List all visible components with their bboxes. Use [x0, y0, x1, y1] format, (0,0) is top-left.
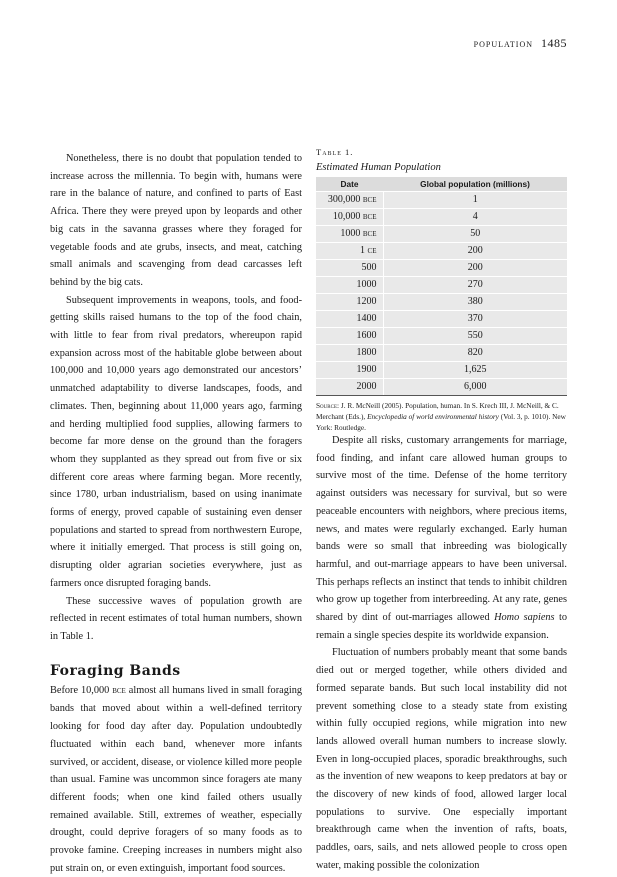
date-value: 1900 [356, 363, 377, 375]
species-name: Homo sapiens [494, 612, 555, 624]
population-cell: 550 [383, 327, 567, 344]
paragraph-text: Despite all risks, customary arrangements for marriage, food finding, and infant care allowed human groups to survive most of the time. Defense of the home territory against outsiders was necessary for survival, but so were peaceable encounters with neighbors, where precious items, news, and mates were regularly exchanged. Early human bands were so small that inbreeding was biologically harmful, and out-marriage appears to have been universal. This perhaps reflects an instinct that tends to inhibit children who grow up together from interbreeding. At any rate, genes shared by dint of out-marriages allowed [316, 435, 567, 624]
source-text: (Vol. 3, p. 1010). New York: Routledge. [316, 411, 566, 432]
date-value: 1000 [356, 278, 377, 290]
paragraph-text: almost all humans lived in small foraging bands that moved about within a well-defined territory looking for food day after day. Population undoubtedly fluctuated within each band, whenever more infants survived, or accident, disease, or violence killed more people than usual. Famine was uncommon since foragers ate many different foods; when one kind failed others usually remained available. Still, extremes of weather, especially drought, could deprive foragers of so many foods as to provoke famine. Creeping increases in numbers might also put strain on, or even extinguish, important food sources. [50, 684, 302, 874]
source-book-title: Encyclopedia of world environmental history [367, 411, 499, 421]
date-value: 10,000 [332, 210, 361, 222]
date-cell [316, 259, 383, 276]
date-cell [316, 276, 383, 293]
table-row [316, 191, 567, 208]
column-header-date: Date [340, 178, 359, 189]
date-value: 1200 [356, 295, 377, 307]
table-row [316, 276, 567, 293]
date-cell [316, 225, 383, 242]
column-header-population: Global population (millions) [420, 178, 530, 189]
population-cell: 50 [383, 225, 567, 242]
paragraph-despite-all-risks [316, 432, 567, 644]
paragraph-fluctuation-of-numbers: Fluctuation of numbers probably meant that some bands died out or merged together, while others divided and formed separate bands. But such local instability did not prevent something close to a steady state from existing within fully occupied regions, while migration into new lands allowed overall human numbers to increase slowly. Even in long-occupied places, sporadic breakthroughs, such as the invention of new weapons to keep predators at bay or the discovery of new kinds of food, allowed larger local populations to survive. One especially important breakthrough came when the invention of rafts, boats, paddles, oars, sails, and nets allowed people to cross open water, making possible the colonization [316, 647, 567, 871]
paragraph-before-10000 [50, 682, 302, 877]
paragraph-successive-waves: These successive waves of population growth are reflected in recent estimates of total human numbers, shown in Table 1. [50, 595, 302, 642]
date-value: 1600 [356, 329, 377, 341]
paragraph-text: to remain a single species despite its worldwide expansion. [316, 612, 567, 641]
date-value: 1800 [356, 346, 377, 358]
table-row [316, 225, 567, 242]
population-cell: 270 [383, 276, 567, 293]
era-label: bce [112, 685, 126, 696]
date-cell [316, 242, 383, 259]
date-cell [316, 327, 383, 344]
source-text: J. R. McNeill (2005). Population, human. In S. Krech III, J. McNeill, & C. Merchant (Eds.), [316, 400, 559, 421]
table-1 [316, 146, 567, 433]
table-row [316, 208, 567, 225]
date-cell [316, 344, 383, 361]
table-source-note [316, 400, 567, 433]
date-value: 1400 [356, 312, 377, 324]
source-label: Source: [316, 400, 340, 410]
population-cell: 200 [383, 259, 567, 276]
table-row [316, 242, 567, 259]
population-cell: 6,000 [383, 378, 567, 395]
paragraph-subsequent-improvements: Subsequent improvements in weapons, tools, and food-getting skills raised humans to the top of the food chain, with little to fear from rival predators, whereupon rapid expansion across most of the habitable globe between about 100,000 and 10,000 years ago demonstrated our ancestors’ unmatched adaptability to diverse landscapes, foods, and climates. Then, beginning about 11,000 years ago, farming and herding multiplied food supplies, allowing farmers to become far more dense on the ground than the foragers whom they supplanted as they spread out from five or six different core areas where farming began. More recently, since 1780, urban industrialism, based on using inanimate forms of energy, proved capable of sustaining even denser populations and started to spread from northwestern Europe, where it initially emerged. That process is still going on, disrupting older agrarian societies everywhere, just as farmers once disrupted foraging bands. [50, 294, 302, 589]
table-row [316, 361, 567, 378]
table-header-row [316, 177, 567, 191]
table-row [316, 259, 567, 276]
date-value: 300,000 [327, 193, 361, 205]
era-label: ce [367, 245, 377, 256]
population-cell: 380 [383, 293, 567, 310]
population-cell: 1,625 [383, 361, 567, 378]
population-table [316, 177, 567, 396]
date-value: 1 [360, 244, 366, 256]
date-value: 500 [361, 261, 377, 273]
running-head [474, 36, 567, 51]
population-cell: 820 [383, 344, 567, 361]
date-cell [316, 208, 383, 225]
era-label: bce [362, 194, 377, 205]
date-cell [316, 293, 383, 310]
table-label: Table 1. [316, 147, 354, 157]
date-value: 1000 [340, 227, 361, 239]
table-row [316, 327, 567, 344]
population-cell: 1 [383, 191, 567, 208]
population-cell: 370 [383, 310, 567, 327]
date-cell [316, 378, 383, 395]
era-label: bce [362, 228, 377, 239]
section-heading-foraging-bands: Foraging Bands [50, 662, 181, 679]
table-row [316, 344, 567, 361]
table-row [316, 310, 567, 327]
date-cell [316, 361, 383, 378]
era-label: bce [362, 211, 377, 222]
date-value: 2000 [356, 380, 377, 392]
left-column [50, 150, 302, 877]
table-title: Estimated Human Population [316, 162, 441, 173]
paragraph-population-increase: Nonetheless, there is no doubt that population tended to increase across the millennia. To begin with, humans were rare in the balance of nature, and confined to parts of East Africa. There they were preyed upon by leopards and other big cats in the savanna grasses where they foraged for vegetable foods and ate grubs, insects, and meat, catching small animals and scavenging from dead carcasses left behind by the big cats. [50, 153, 302, 288]
table-row [316, 293, 567, 310]
population-cell: 4 [383, 208, 567, 225]
running-head-section: population [473, 38, 533, 50]
paragraph-text: Before 10,000 [50, 684, 113, 696]
right-column [316, 432, 567, 875]
date-cell [316, 310, 383, 327]
page-number: 1485 [541, 36, 567, 50]
population-cell: 200 [383, 242, 567, 259]
date-cell [316, 191, 383, 208]
table-row [316, 378, 567, 395]
